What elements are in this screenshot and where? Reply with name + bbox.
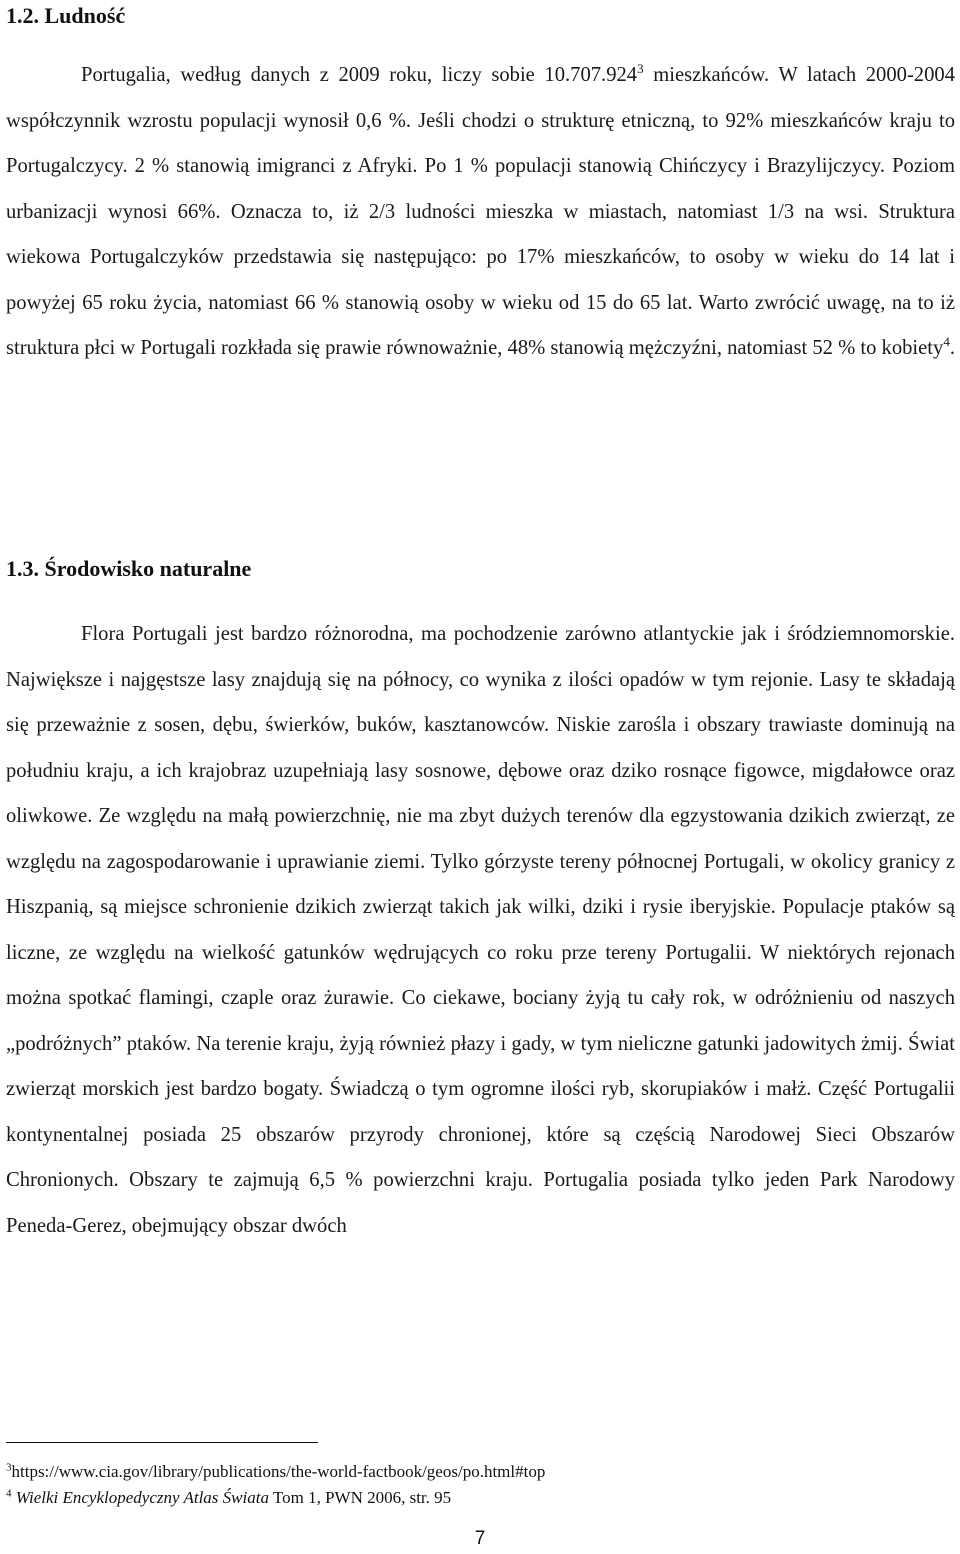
footnote-ref-4[interactable]: 4: [943, 334, 950, 350]
environment-paragraph: Flora Portugali jest bardzo różnorodna, ma pochodzenie zarówno atlantyckie jak i śródziemnomorskie. Największe i najgęstsze lasy znajdują się na północy, co wynika z ilości opadów w tym rejonie. Lasy te składają się przeważnie z sosen, dębu, świerków, buków, kasztanowców. Niskie zarośla i obszary trawiaste dominują na południu kraju, a ich krajobraz uzupełniają lasy sosnowe, dębowe oraz dziko rosnące figowce, migdałowce oraz oliwkowe. Ze względu na małą powierzchnię, nie ma zbyt dużych terenów dla egzystowania dzikich zwierząt, ze względu na zagospodarowanie i uprawianie ziemi. Tylko górzyste tereny północnej Portugali, w okolicy granicy z Hiszpanią, są miejsce schronienie dzikich zwierząt takich jak wilki, dziki i rysie iberyjskie. Populacje ptaków są liczne, ze względu na wielkość gatunków wędrujących co roku prze tereny Portugalii. W niektórych rejonach można spotkać flamingi, czaple oraz żurawie. Co ciekawe, bociany żyją tu cały rok, w odróżnieniu od naszych „podróżnych” ptaków. Na terenie kraju, żyją również płazy i gady, w tym nieliczne gatunki jadowitych żmij. Świat zwierząt morskich jest bardzo bogaty. Świadczą o tym ogromne ilości ryb, skorupiaków i małż. Część Portugalii kontynentalnej posiada 25 obszarów przyrody chronionej, które są częścią Narodowej Sieci Obszarów Chronionych. Obszary te zajmują 6,5 % powierzchni kraju. Portugalia posiada tylko jeden Park Narodowy Peneda-Gerez, obejmujący obszar dwóch: [6, 623, 955, 1237]
footnote-separator: [6, 1442, 318, 1443]
population-paragraph: [6, 53, 955, 372]
footnote-ref-3[interactable]: 3: [637, 61, 644, 77]
footnote-3-number: 3: [6, 1461, 12, 1474]
footnote-3: [6, 1461, 545, 1483]
population-text-part-3: .: [949, 337, 955, 359]
population-text-part-1: Portugalia, według danych z 2009 roku, liczy sobie 10.707.924: [81, 64, 638, 86]
section-heading-population: 1.2. Ludność: [6, 3, 126, 28]
footnote-4: [6, 1487, 451, 1509]
page-number: 7: [474, 1528, 486, 1549]
footnote-3-link[interactable]: https://www.cia.gov/library/publications/the-world-factbook/geos/po.html#top: [11, 1462, 546, 1481]
population-text-part-2: mieszkańców. W latach 2000-2004 współczynnik wzrostu populacji wynosił 0,6 %. Jeśli chodzi o strukturę etniczną, to 92% mieszkańców kraju to Portugalczycy. 2 % stanowią imigranci z Afryki. Po 1 % populacji stanowią Chińczycy i Brazylijczycy. Poziom urbanizacji wynosi 66%. Oznacza to, iż 2/3 ludności mieszka w miastach, natomiast 1/3 na wsi. Struktura wiekowa Portugalczyków przedstawia się następująco: po 17% mieszkańców, to osoby w wieku do 14 lat i powyżej 65 roku życia, natomiast 66 % stanowią osoby w wieku od 15 do 65 lat. Warto zwrócić uwagę, na to iż struktura płci w Portugali rozkłada się prawie równoważnie, 48% stanowią mężczyźni, natomiast 52 % to kobiety: [6, 64, 955, 359]
footnote-4-details: Tom 1, PWN 2006, str. 95: [268, 1488, 452, 1507]
section-heading-environment: 1.3. Środowisko naturalne: [6, 556, 252, 581]
footnote-4-number: 4: [6, 1487, 12, 1500]
footnote-4-title: Wielki Encyklopedyczny Atlas Świata: [15, 1488, 269, 1507]
